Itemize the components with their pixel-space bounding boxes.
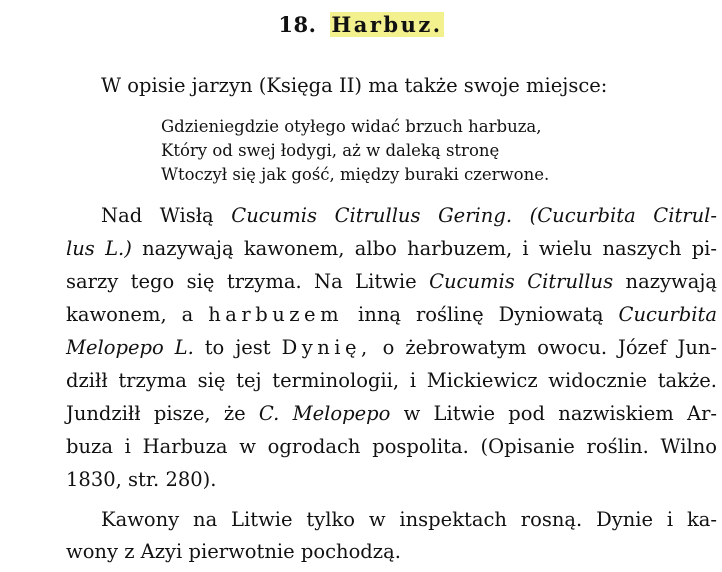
text-span: nazywają bbox=[625, 270, 717, 293]
latin-name: C. Melopepo bbox=[258, 402, 391, 425]
paragraph-1-line-1 bbox=[101, 204, 717, 227]
verse-line-2: Który od swej łodygi, aż w daleką stronę bbox=[161, 141, 500, 160]
text-span: Jundziłł pisze, że bbox=[66, 402, 246, 425]
paragraph-1-line-6: dziłł trzyma się tej terminologii, i Mickiewicz widocznie także. bbox=[66, 369, 717, 392]
paragraph-1-line-4 bbox=[66, 303, 717, 326]
text-span: Nad Wisłą bbox=[101, 204, 214, 227]
paragraph-1-line-7 bbox=[66, 402, 717, 425]
paragraph-1-line-3 bbox=[66, 270, 717, 293]
latin-name: Cucumis Citrullus bbox=[429, 270, 614, 293]
text-span: kawonem, a bbox=[66, 303, 194, 326]
text-span: w Litwie pod nazwiskiem Ar- bbox=[403, 402, 718, 425]
latin-name: Cucumis Citrullus Gering. bbox=[231, 204, 513, 227]
text-span: o żebrowatym owocu. Józef Jun- bbox=[382, 336, 718, 359]
spaced-emphasis: harbuzem bbox=[208, 303, 344, 326]
verse-line-1: Gdzieniegdzie otyłego widać brzuch harbuza, bbox=[161, 117, 542, 136]
section-title-highlighted: Harbuz. bbox=[331, 12, 443, 37]
paragraph-2-line-1: Kawony na Litwie tylko w inspektach rosną. Dynie i ka- bbox=[101, 508, 717, 531]
text-span: sarzy tego się trzyma. Na Litwie bbox=[66, 270, 417, 293]
latin-name: Cucurbita bbox=[618, 303, 717, 326]
intro-line: W opisie jarzyn (Księga II) ma także swoje miejsce: bbox=[101, 74, 608, 97]
spaced-emphasis: Dynię, bbox=[281, 336, 372, 359]
latin-name: lus L.) bbox=[66, 237, 132, 260]
section-heading bbox=[0, 12, 722, 37]
paragraph-1-line-9: 1830, str. 280). bbox=[66, 468, 217, 491]
text-span: to jest bbox=[204, 336, 271, 359]
latin-name: (Cucurbita Citrul- bbox=[529, 204, 717, 227]
latin-name: Melopepo L. bbox=[66, 336, 194, 359]
paragraph-1-line-2 bbox=[66, 237, 717, 260]
paragraph-2-line-2: wony z Azyi pierwotnie pochodzą. bbox=[66, 540, 401, 563]
text-span: nazywają kawonem, albo harbuzem, i wielu naszych pi- bbox=[142, 237, 718, 260]
text-span: inną roślinę Dyniowatą bbox=[358, 303, 604, 326]
paragraph-1-line-8: buza i Harbuza w ogrodach pospolita. (Opisanie roślin. Wilno bbox=[66, 435, 717, 458]
paragraph-1-line-5 bbox=[66, 336, 717, 359]
verse-line-3: Wtoczył się jak gość, między buraki czerwone. bbox=[161, 165, 550, 184]
section-number: 18. bbox=[278, 12, 317, 37]
